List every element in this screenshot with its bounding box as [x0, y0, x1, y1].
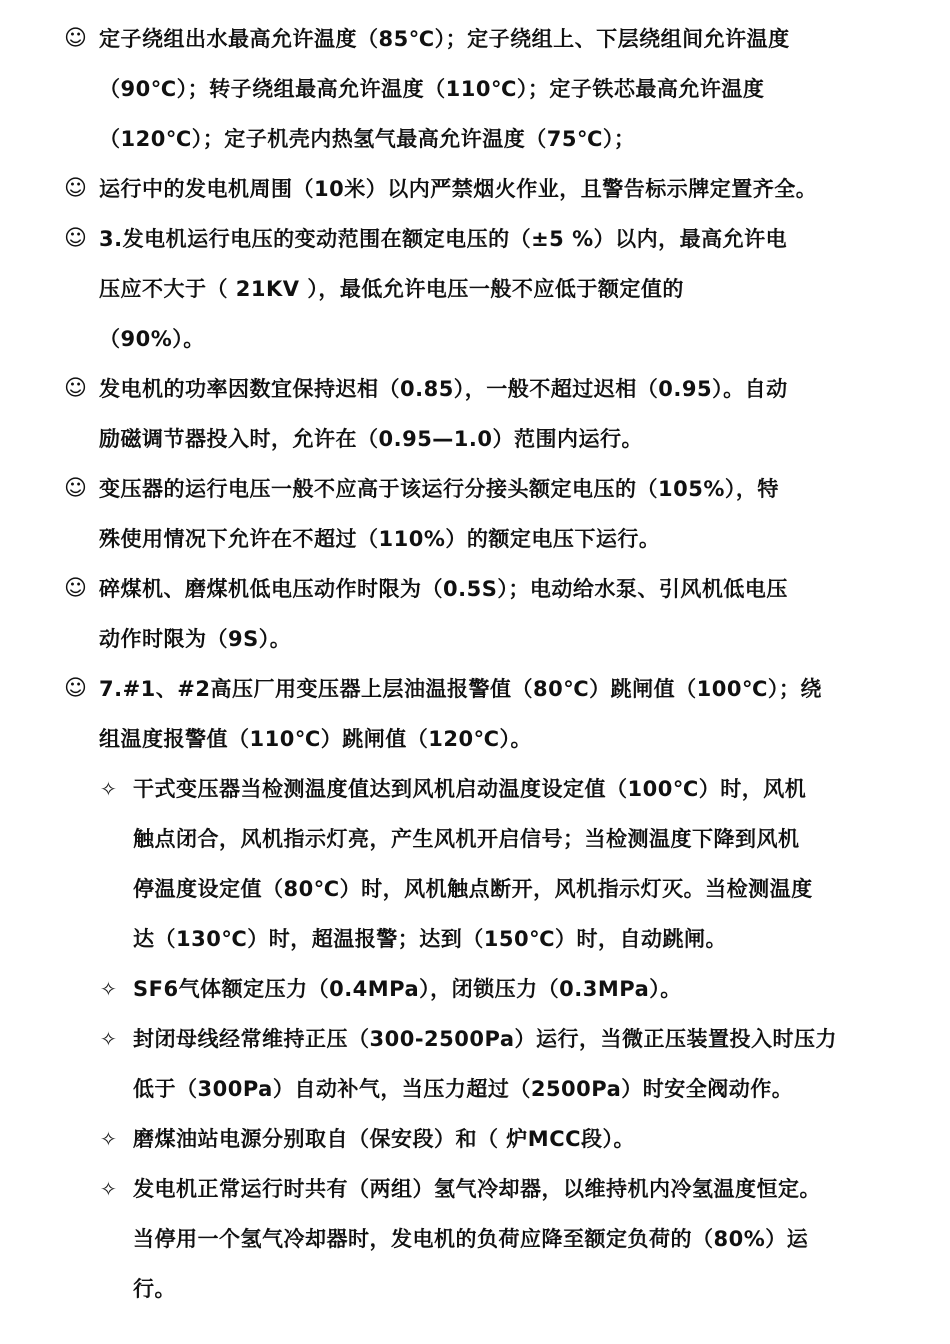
smiley-bullet-icon: ☺ [64, 376, 88, 401]
item-text-line: 压应不大于（ 21KV ），最低允许电压一般不应低于额定值的 [99, 277, 684, 301]
item-text-line: 碎煤机、磨煤机低电压动作时限为（0.5S）；电动给水泵、引风机低电压 [99, 577, 788, 601]
item-text-line: 当停用一个氢气冷却器时，发电机的负荷应降至额定负荷的（80%）运 [133, 1227, 809, 1251]
item-text-line: 达（130℃）时，超温报警；达到（150℃）时，自动跳闸。 [133, 927, 728, 951]
item-text-line: （120℃）；定子机壳内热氢气最高允许温度（75℃）； [99, 127, 636, 151]
list-item [0, 1114, 950, 1164]
list-item [0, 164, 950, 214]
smiley-bullet-icon: ☺ [64, 576, 88, 601]
smiley-bullet-icon: ☺ [64, 226, 88, 251]
list-item [0, 664, 950, 764]
list-item [0, 214, 950, 364]
item-text-line: 触点闭合，风机指示灯亮，产生风机开启信号；当检测温度下降到风机 [133, 827, 800, 851]
list-item [0, 1164, 950, 1314]
item-text-line: 低于（300Pa）自动补气，当压力超过（2500Pa）时安全阀动作。 [133, 1077, 794, 1101]
item-text-line: 行。 [133, 1277, 176, 1301]
star-bullet-icon: ✧ [100, 1177, 118, 1201]
item-text-line: 运行中的发电机周围（10米）以内严禁烟火作业，且警告标示牌定置齐全。 [99, 177, 818, 201]
list-item [0, 1014, 950, 1114]
list-item [0, 764, 950, 964]
smiley-bullet-icon: ☺ [64, 476, 88, 501]
star-bullet-icon: ✧ [100, 1127, 118, 1151]
document-page [0, 14, 950, 1314]
star-bullet-icon: ✧ [100, 977, 118, 1001]
item-text-line: 定子绕组出水最高允许温度（85℃）；定子绕组上、下层绕组间允许温度 [99, 27, 790, 51]
item-text-line: 发电机正常运行时共有（两组）氢气冷却器，以维持机内冷氢温度恒定。 [133, 1177, 821, 1201]
list-item [0, 564, 950, 664]
list-item [0, 964, 950, 1014]
list-item [0, 14, 950, 164]
item-text-line: 发电机的功率因数宜保持迟相（0.85），一般不超过迟相（0.95）。自动 [99, 377, 788, 401]
item-text-line: 3.发电机运行电压的变动范围在额定电压的（±5 %）以内，最高允许电 [99, 227, 788, 251]
item-text-line: 磨煤油站电源分别取自（保安段）和（ 炉MCC段）。 [133, 1127, 636, 1151]
item-text-line: （90%）。 [99, 327, 205, 351]
smiley-bullet-icon: ☺ [64, 26, 88, 51]
item-text-line: （90℃）；转子绕组最高允许温度（110℃）；定子铁芯最高允许温度 [99, 77, 765, 101]
list-item [0, 364, 950, 464]
item-text-line: SF6气体额定压力（0.4MPa），闭锁压力（0.3MPa）。 [133, 977, 682, 1001]
item-text-line: 变压器的运行电压一般不应高于该运行分接头额定电压的（105%），特 [99, 477, 779, 501]
item-text-line: 组温度报警值（110℃）跳闸值（120℃）。 [99, 727, 533, 751]
star-bullet-icon: ✧ [100, 1027, 118, 1051]
item-text-line: 励磁调节器投入时，允许在（0.95—1.0）范围内运行。 [99, 427, 644, 451]
list-item [0, 464, 950, 564]
item-text-line: 封闭母线经常维持正压（300-2500Pa）运行，当微正压装置投入时压力 [133, 1027, 837, 1051]
item-text-line: 7.#1、#2高压厂用变压器上层油温报警值（80℃）跳闸值（100℃）；绕 [99, 677, 822, 701]
smiley-bullet-icon: ☺ [64, 676, 88, 701]
item-text-line: 动作时限为（9S）。 [99, 627, 292, 651]
star-bullet-icon: ✧ [100, 777, 118, 801]
item-text-line: 停温度设定值（80℃）时，风机触点断开，风机指示灯灭。当检测温度 [133, 877, 813, 901]
item-text-line: 干式变压器当检测温度值达到风机启动温度设定值（100℃）时，风机 [133, 777, 807, 801]
smiley-bullet-icon: ☺ [64, 176, 88, 201]
item-text-line: 殊使用情况下允许在不超过（110%）的额定电压下运行。 [99, 527, 661, 551]
